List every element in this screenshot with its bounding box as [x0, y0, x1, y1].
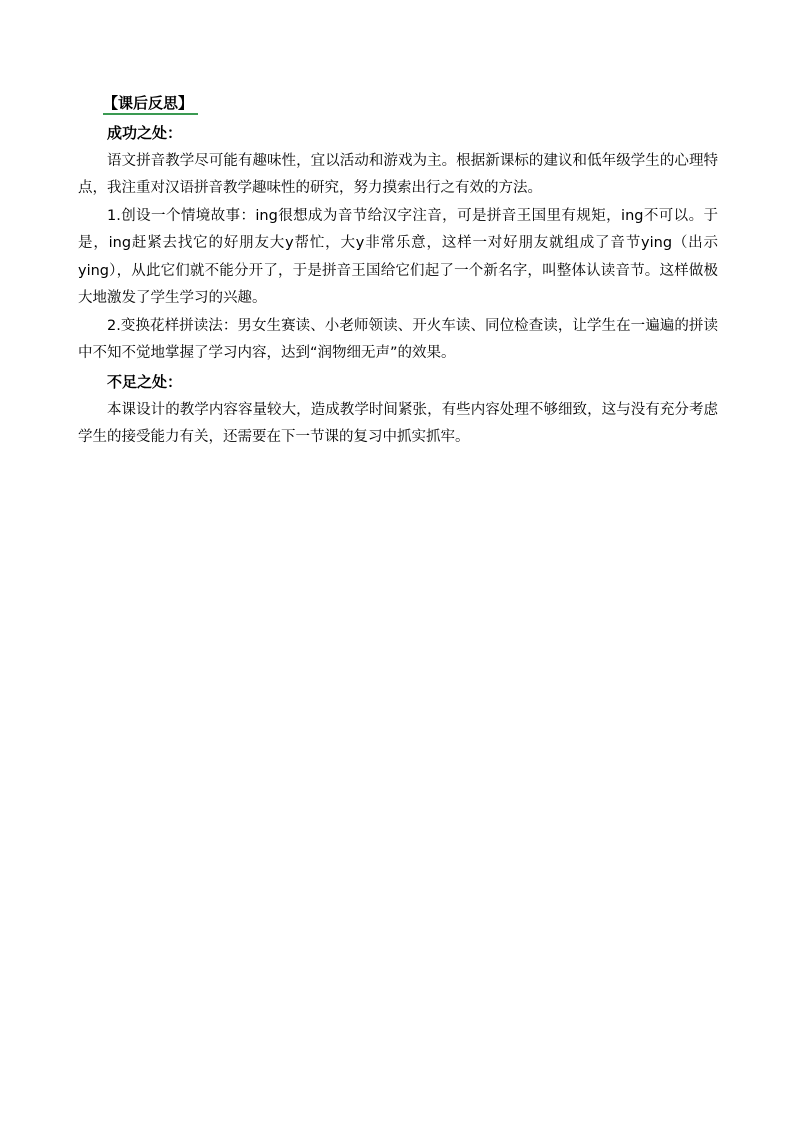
success-point-2: 2.变换花样拼读法：男女生赛读、小老师领读、开火车读、同位检查读，让学生在一遍遍的拼读中不知不觉地掌握了学习内容，达到“润物细无声”的效果。 [78, 317, 718, 361]
document-body [78, 90, 718, 452]
success-point-1: 1.创设一个情境故事：ing很想成为音节给汉字注音，可是拼音王国里有规矩，ing不可以。于是，ing赶紧去找它的好朋友大y帮忙，大y非常乐意，这样一对好朋友就组成了音节ying（出示ying），从此它们就不能分开了，于是拼音王国给它们起了一个新名字，叫整体认读音节。这样做极大地激发了学生学习的兴趣。 [78, 207, 718, 306]
shortcoming-paragraph: 本课设计的教学内容容量较大，造成教学时间紧张，有些内容处理不够细致，这与没有充分考虑学生的接受能力有关，还需要在下一节课的复习中抓实抓牢。 [78, 401, 718, 445]
section-title: 【课后反思】 [103, 90, 196, 117]
section-title-row [78, 90, 718, 119]
success-intro-paragraph: 语文拼音教学尽可能有趣味性，宜以活动和游戏为主。根据新课标的建议和低年级学生的心理特点，我注重对汉语拼音教学趣味性的研究，努力摸索出行之有效的方法。 [78, 152, 718, 196]
success-heading: 成功之处： [107, 123, 183, 142]
shortcoming-heading: 不足之处： [107, 372, 183, 391]
